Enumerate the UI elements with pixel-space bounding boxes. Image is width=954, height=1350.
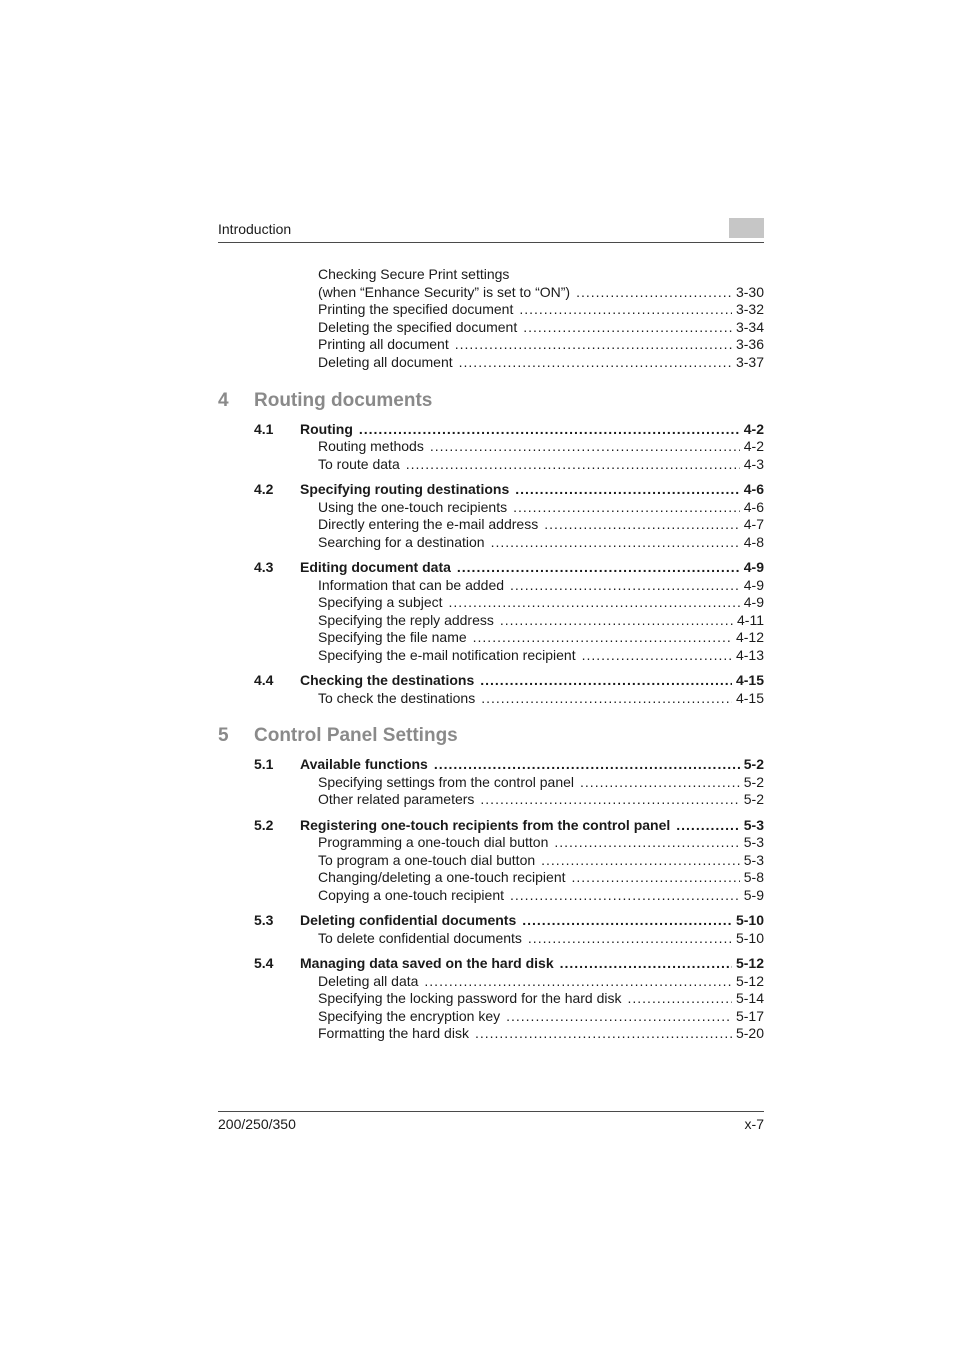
dot-leader [519, 301, 732, 319]
toc-entry-title: (when “Enhance Security” is set to “ON”) [318, 283, 571, 300]
toc-section-4-2[interactable] [218, 481, 764, 499]
toc-section-5-2[interactable] [218, 817, 764, 835]
toc-entry-title: Other related parameters [318, 791, 475, 808]
toc-entry-title: Deleting all data [318, 972, 419, 989]
toc-page-number: 4-3 [743, 455, 764, 472]
section-number: 5.4 [254, 954, 274, 971]
toc-page-number: 4-9 [743, 558, 764, 575]
dot-leader [554, 834, 739, 852]
toc-page-number: 5-3 [743, 834, 764, 851]
toc-section-5-4[interactable] [218, 955, 764, 973]
section-number: 5.2 [254, 816, 274, 833]
toc-entry[interactable] [218, 973, 764, 991]
toc-entry[interactable] [218, 930, 764, 948]
toc-entry[interactable] [218, 456, 764, 474]
toc-entry[interactable] [218, 336, 764, 354]
toc-entry[interactable] [218, 791, 764, 809]
header-title: Introduction [218, 221, 292, 237]
toc-section-5-1[interactable] [218, 756, 764, 774]
dot-leader [544, 516, 740, 534]
toc-entry-title: Specifying the file name [318, 629, 467, 646]
toc-entry[interactable] [218, 284, 764, 302]
toc-page-number: 5-20 [735, 1025, 764, 1042]
toc-page-number: 5-17 [735, 1007, 764, 1024]
dot-leader [500, 612, 733, 630]
dot-leader [459, 354, 732, 372]
section-title: Specifying routing destinations [300, 480, 510, 497]
dot-leader [580, 774, 740, 792]
footer-page-number: x-7 [744, 1116, 764, 1132]
toc-page-number: 4-12 [735, 629, 764, 646]
toc-page-number: 4-8 [743, 533, 764, 550]
toc-entry[interactable] [218, 438, 764, 456]
toc-entry-title: Specifying a subject [318, 594, 443, 611]
toc-page-number: 4-15 [735, 689, 764, 706]
dot-leader [430, 438, 740, 456]
dot-leader [582, 647, 732, 665]
toc-entry-title: Using the one-touch recipients [318, 498, 508, 515]
toc-page-number: 5-3 [743, 851, 764, 868]
toc-page-number: 5-10 [735, 929, 764, 946]
toc-entry-title: Directly entering the e-mail address [318, 516, 539, 533]
toc-entry[interactable] [218, 1008, 764, 1026]
toc-entry-title: Copying a one-touch recipient [318, 887, 505, 903]
section-title: Managing data saved on the hard disk [300, 954, 554, 971]
toc-section-4-4[interactable] [218, 672, 764, 690]
section-title: Editing document data [300, 558, 451, 575]
dot-leader [491, 534, 740, 552]
chapter-title: Control Panel Settings [254, 725, 458, 747]
toc-page-number: 5-9 [743, 887, 764, 903]
toc-page-number: 4-13 [735, 646, 764, 663]
dot-leader [473, 629, 732, 647]
toc-page-number: 4-2 [743, 420, 764, 437]
dot-leader [628, 990, 732, 1008]
toc-entry-title: Checking Secure Print settings [318, 266, 510, 282]
footer-model-number: 200/250/350 [218, 1116, 296, 1132]
toc-entry[interactable] [218, 887, 764, 905]
toc-entry[interactable] [218, 516, 764, 534]
section-title: Routing [300, 420, 353, 437]
toc-entry[interactable] [218, 990, 764, 1008]
toc-page-number: 5-8 [743, 869, 764, 886]
toc-section-4-1[interactable] [218, 421, 764, 439]
dot-leader [541, 852, 740, 870]
toc-entry-title: Specifying the e-mail notification recipient [318, 646, 576, 663]
toc-entry-title: Routing methods [318, 438, 424, 455]
section-number: 4.2 [254, 480, 274, 497]
dot-leader [676, 817, 740, 835]
toc-entry[interactable] [218, 319, 764, 337]
dot-leader [560, 955, 732, 973]
dot-leader [457, 559, 740, 577]
chapter-title: Routing documents [254, 389, 433, 411]
toc-entry-title: To delete confidential documents [318, 929, 522, 946]
section-number: 4.3 [254, 558, 274, 575]
dot-leader [406, 456, 740, 474]
dot-leader [510, 577, 740, 595]
dot-leader [523, 319, 732, 337]
toc-page-number: 5-10 [735, 912, 764, 929]
toc-page-number: 4-15 [735, 672, 764, 689]
toc-page-number: 3-30 [735, 283, 764, 300]
toc-entry[interactable] [218, 869, 764, 887]
toc-entry-title: Specifying settings from the control panel [318, 773, 575, 790]
toc-entry[interactable] [218, 301, 764, 319]
toc-entry[interactable] [218, 629, 764, 647]
chapter-number: 4 [218, 389, 229, 411]
toc-entry-title: Changing/deleting a one-touch recipient [318, 869, 566, 886]
dot-leader [510, 887, 740, 905]
dot-leader [522, 912, 732, 930]
dot-leader [480, 672, 732, 690]
toc-entry-title: Programming a one-touch dial button [318, 834, 549, 851]
toc-page-number: 3-34 [735, 318, 764, 335]
toc-entry[interactable] [218, 1025, 764, 1043]
section-title: Deleting confidential documents [300, 912, 517, 929]
toc-entry-title: To program a one-touch dial button [318, 851, 536, 868]
section-title: Checking the destinations [300, 672, 475, 689]
table-of-contents [218, 266, 764, 1043]
toc-page-number: 3-36 [735, 336, 764, 353]
toc-entry[interactable] [218, 690, 764, 708]
section-number: 4.1 [254, 420, 274, 437]
toc-page-number: 5-2 [743, 773, 764, 790]
dot-leader [449, 594, 740, 612]
toc-entry[interactable] [218, 647, 764, 665]
toc-entry[interactable] [218, 852, 764, 870]
section-number: 5.1 [254, 756, 274, 773]
dot-leader [359, 421, 740, 439]
toc-entry[interactable] [218, 354, 764, 372]
toc-page-number: 5-14 [735, 990, 764, 1007]
toc-entry[interactable] [218, 266, 764, 284]
toc-page-number: 3-32 [735, 301, 764, 318]
toc-entry[interactable] [218, 594, 764, 612]
dot-leader [528, 930, 732, 948]
dot-leader [513, 499, 740, 517]
toc-entry-title: Formatting the hard disk [318, 1025, 469, 1042]
toc-entry-title: Deleting the specified document [318, 318, 518, 335]
page-header [218, 218, 764, 243]
header-tab-marker [729, 218, 764, 238]
toc-entry[interactable] [218, 834, 764, 852]
toc-page-number: 5-12 [735, 954, 764, 971]
dot-leader [515, 481, 740, 499]
toc-page-number: 4-6 [743, 480, 764, 497]
toc-entry[interactable] [218, 499, 764, 517]
dot-leader [455, 336, 732, 354]
chapter-number: 5 [218, 725, 229, 747]
dot-leader [434, 756, 740, 774]
dot-leader [424, 973, 732, 991]
toc-entry[interactable] [218, 577, 764, 595]
toc-page-number: 5-12 [735, 972, 764, 989]
toc-page-number: 4-6 [743, 498, 764, 515]
toc-page-number: 3-37 [735, 353, 764, 370]
toc-page-number: 4-7 [743, 516, 764, 533]
chapter-heading-4[interactable] [218, 390, 764, 412]
toc-entry-title: To check the destinations [318, 689, 476, 706]
chapter-heading-5[interactable] [218, 725, 764, 747]
toc-page-number: 4-11 [737, 611, 764, 628]
toc-page-number: 4-9 [743, 576, 764, 593]
section-number: 5.3 [254, 912, 274, 929]
toc-page-number: 5-2 [743, 756, 764, 773]
dot-leader [572, 869, 740, 887]
toc-entry-title: Deleting all document [318, 353, 453, 370]
dot-leader [506, 1008, 732, 1026]
toc-entry-title: Information that can be added [318, 576, 505, 593]
toc-section-4-3[interactable] [218, 559, 764, 577]
toc-entry[interactable] [218, 612, 764, 630]
toc-page-number: 5-2 [743, 791, 764, 808]
toc-page-number: 4-9 [743, 594, 764, 611]
dot-leader [480, 791, 739, 809]
toc-entry[interactable] [218, 534, 764, 552]
toc-section-5-3[interactable] [218, 912, 764, 930]
dot-leader [576, 284, 732, 302]
toc-page-number: 4-2 [743, 438, 764, 455]
toc-entry-title: To route data [318, 455, 400, 472]
section-title: Available functions [300, 756, 428, 773]
toc-entry-title: Specifying the reply address [318, 611, 494, 628]
toc-entry-title: Specifying the locking password for the hard disk [318, 990, 622, 1007]
toc-entry-title: Printing all document [318, 336, 449, 353]
toc-entry-title: Printing the specified document [318, 301, 514, 318]
dot-leader [481, 690, 732, 708]
page-footer [218, 1111, 764, 1136]
toc-page-number: 5-3 [743, 816, 764, 833]
dot-leader [475, 1025, 732, 1043]
section-number: 4.4 [254, 672, 274, 689]
toc-entry-title: Specifying the encryption key [318, 1007, 501, 1024]
toc-entry[interactable] [218, 774, 764, 792]
toc-entry-title: Searching for a destination [318, 533, 485, 550]
section-title: Registering one-touch recipients from the control panel [300, 816, 671, 833]
